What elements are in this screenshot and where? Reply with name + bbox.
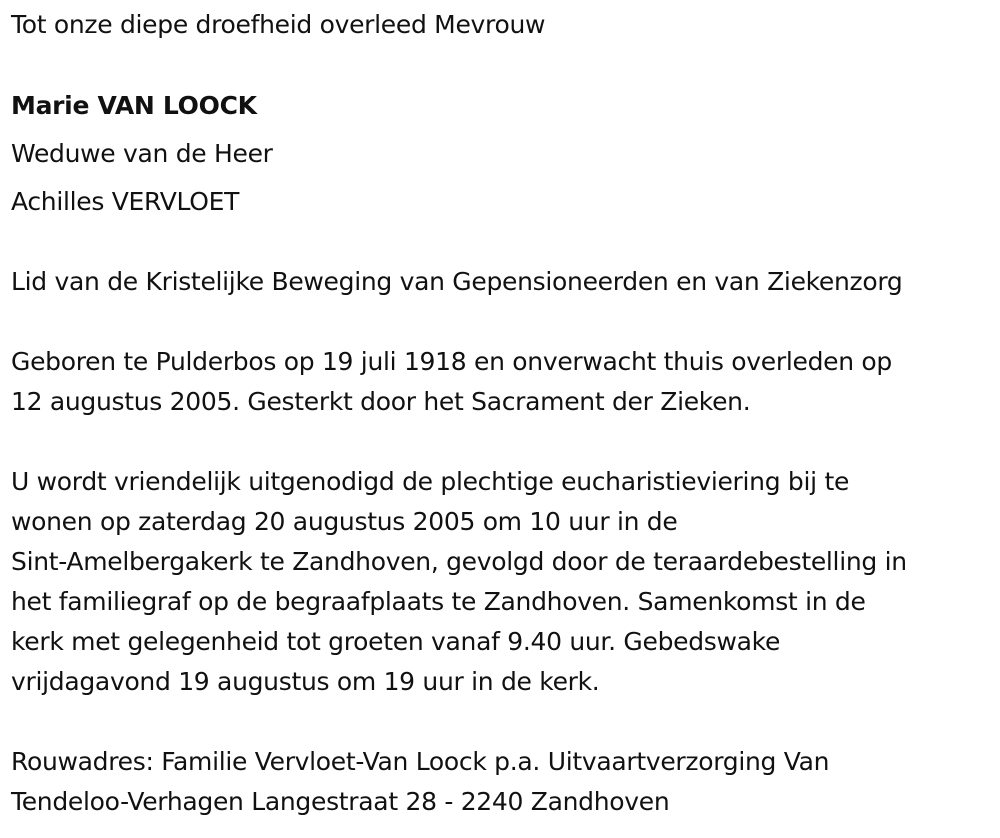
ceremony-line: kerk met gelegenheid tot groeten vanaf 9.40 uur. Gebedswake bbox=[11, 627, 781, 656]
membership-text: Lid van de Kristelijke Beweging van Gepensioneerden en van Ziekenzorg bbox=[11, 267, 903, 296]
intro-text: Tot onze diepe droefheid overleed Mevrouw bbox=[11, 10, 546, 39]
ceremony-line: wonen op zaterdag 20 augustus 2005 om 10 uur in de bbox=[11, 507, 678, 536]
birth-line: 12 augustus 2005. Gesterkt door het Sacrament der Zieken. bbox=[11, 387, 751, 416]
ceremony-line: vrijdagavond 19 augustus om 19 uur in de kerk. bbox=[11, 667, 600, 696]
ceremony-line: U wordt vriendelijk uitgenodigd de plechtige eucharistieviering bij te bbox=[11, 467, 850, 496]
widow-line: Weduwe van de Heer bbox=[11, 139, 273, 168]
spouse-name: Achilles VERVLOET bbox=[11, 187, 240, 216]
ceremony-line: Sint-Amelbergakerk te Zandhoven, gevolgd door de teraardebestelling in bbox=[11, 547, 907, 576]
ceremony-line: het familiegraf op de begraafplaats te Zandhoven. Samenkomst in de bbox=[11, 587, 866, 616]
address-line: Tendeloo-Verhagen Langestraat 28 - 2240 Zandhoven bbox=[11, 787, 670, 816]
deceased-name: Marie VAN LOOCK bbox=[11, 91, 257, 120]
birth-line: Geboren te Pulderbos op 19 juli 1918 en onverwacht thuis overleden op bbox=[11, 347, 892, 376]
address-line: Rouwadres: Familie Vervloet-Van Loock p.a. Uitvaartverzorging Van bbox=[11, 747, 830, 776]
